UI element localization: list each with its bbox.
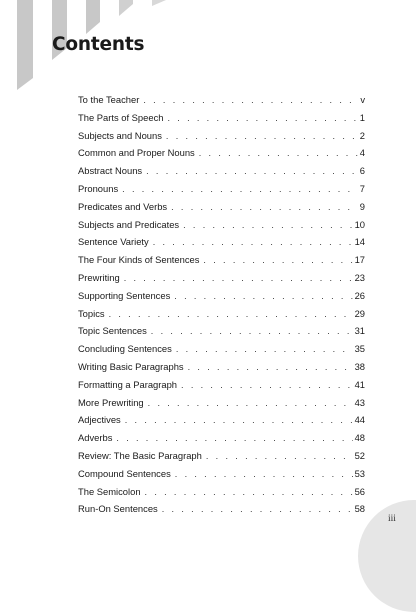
toc-dot-leader bbox=[181, 380, 353, 390]
toc-dot-leader bbox=[162, 504, 353, 514]
toc-entry bbox=[78, 201, 365, 219]
toc-dot-leader bbox=[122, 184, 358, 194]
toc-entry-page: 26 bbox=[354, 289, 365, 301]
toc-entry-title: The Parts of Speech bbox=[78, 111, 164, 123]
stripe-1 bbox=[17, 0, 33, 90]
toc-entry bbox=[78, 325, 365, 343]
toc-entry-page: 6 bbox=[359, 165, 365, 177]
toc-entry-page: 10 bbox=[354, 218, 365, 230]
toc-dot-leader bbox=[203, 255, 352, 265]
page-title: Contents bbox=[52, 34, 145, 55]
toc-entry-title: Supporting Sentences bbox=[78, 289, 171, 301]
toc-dot-leader bbox=[206, 451, 353, 461]
stripe-3 bbox=[86, 0, 100, 34]
toc-dot-leader bbox=[148, 398, 353, 408]
toc-entry-title: Prewriting bbox=[78, 271, 120, 283]
toc-entry bbox=[78, 414, 365, 432]
toc-entry-title: Common and Proper Nouns bbox=[78, 147, 195, 159]
toc-entry-page: 4 bbox=[359, 147, 365, 159]
toc-entry bbox=[78, 450, 365, 468]
toc-dot-leader bbox=[143, 95, 358, 105]
toc-entry-title: Subjects and Predicates bbox=[78, 218, 180, 230]
toc-entry bbox=[78, 486, 365, 504]
toc-entry-title: Predicates and Verbs bbox=[78, 200, 168, 212]
toc-dot-leader bbox=[153, 237, 353, 247]
toc-dot-leader bbox=[124, 273, 353, 283]
toc-entry-page: 1 bbox=[359, 111, 365, 123]
toc-entry bbox=[78, 343, 365, 361]
toc-entry-title: Abstract Nouns bbox=[78, 165, 143, 177]
toc-entry-page: 58 bbox=[354, 503, 365, 515]
toc-entry bbox=[78, 503, 365, 521]
toc-entry bbox=[78, 361, 365, 379]
toc-entry bbox=[78, 432, 365, 450]
toc-entry-page: 31 bbox=[354, 325, 365, 337]
toc-entry-title: Topics bbox=[78, 307, 105, 319]
toc-entry-title: Formatting a Paragraph bbox=[78, 378, 178, 390]
toc-entry bbox=[78, 147, 365, 165]
stripe-5 bbox=[152, 0, 166, 6]
toc-entry bbox=[78, 254, 365, 272]
toc-entry-page: 56 bbox=[354, 485, 365, 497]
toc-entry-page: 9 bbox=[359, 200, 365, 212]
toc-dot-leader bbox=[151, 326, 353, 336]
toc-entry-page: 35 bbox=[354, 343, 365, 355]
toc-entry-page: 2 bbox=[359, 129, 365, 141]
toc-dot-leader bbox=[175, 469, 353, 479]
toc-entry-title: Writing Basic Paragraphs bbox=[78, 360, 184, 372]
toc-entry bbox=[78, 308, 365, 326]
toc-entry-page: 41 bbox=[354, 378, 365, 390]
toc-entry-title: Sentence Variety bbox=[78, 236, 149, 248]
page-corner-decoration bbox=[358, 500, 416, 612]
stripe-4 bbox=[119, 0, 133, 16]
toc-entry-page: 17 bbox=[354, 254, 365, 266]
toc-entry-title: More Prewriting bbox=[78, 396, 144, 408]
toc-entry-page: 48 bbox=[354, 432, 365, 444]
toc-entry-title: Compound Sentences bbox=[78, 467, 171, 479]
toc-dot-leader bbox=[109, 309, 353, 319]
toc-entry-title: Review: The Basic Paragraph bbox=[78, 449, 202, 461]
toc-entry-title: The Four Kinds of Sentences bbox=[78, 254, 200, 266]
toc-entry-page: 7 bbox=[359, 182, 365, 194]
toc-entry bbox=[78, 94, 365, 112]
toc-dot-leader bbox=[146, 166, 358, 176]
toc-entry-page: 38 bbox=[354, 360, 365, 372]
toc-entry-title: The Semicolon bbox=[78, 485, 141, 497]
toc-dot-leader bbox=[188, 362, 353, 372]
toc-entry bbox=[78, 290, 365, 308]
toc-entry bbox=[78, 165, 365, 183]
toc-entry-title: Run-On Sentences bbox=[78, 503, 158, 515]
toc-entry-title: Pronouns bbox=[78, 182, 119, 194]
toc-dot-leader bbox=[116, 433, 352, 443]
toc-entry bbox=[78, 272, 365, 290]
toc-entry bbox=[78, 379, 365, 397]
toc-entry bbox=[78, 183, 365, 201]
toc-dot-leader bbox=[166, 131, 358, 141]
toc-entry bbox=[78, 468, 365, 486]
toc-entry bbox=[78, 236, 365, 254]
toc-entry-page: 52 bbox=[354, 449, 365, 461]
toc-dot-leader bbox=[125, 415, 353, 425]
toc-dot-leader bbox=[174, 291, 352, 301]
toc-entry bbox=[78, 112, 365, 130]
toc-entry-page: 53 bbox=[354, 467, 365, 479]
toc-entry-page: 43 bbox=[354, 396, 365, 408]
toc-dot-leader bbox=[176, 344, 353, 354]
toc-entry-title: To the Teacher bbox=[78, 94, 140, 105]
toc-entry-page: 14 bbox=[354, 236, 365, 248]
toc-entry bbox=[78, 130, 365, 148]
toc-entry-title: Adjectives bbox=[78, 414, 121, 426]
toc-entry-title: Concluding Sentences bbox=[78, 343, 172, 355]
toc-dot-leader bbox=[167, 113, 357, 123]
toc-entry bbox=[78, 397, 365, 415]
toc-dot-leader bbox=[199, 148, 358, 158]
toc-dot-leader bbox=[145, 487, 353, 497]
toc-entry bbox=[78, 219, 365, 237]
toc-dot-leader bbox=[183, 220, 352, 230]
page-number: iii bbox=[388, 514, 396, 524]
toc-entry-title: Adverbs bbox=[78, 432, 113, 444]
toc-entry-title: Subjects and Nouns bbox=[78, 129, 162, 141]
toc-dot-leader bbox=[171, 202, 358, 212]
toc-entry-page: v bbox=[360, 94, 365, 105]
toc-entry-page: 23 bbox=[354, 271, 365, 283]
toc-entry-page: 44 bbox=[354, 414, 365, 426]
toc-entry-title: Topic Sentences bbox=[78, 325, 147, 337]
table-of-contents bbox=[78, 94, 365, 521]
toc-entry-page: 29 bbox=[354, 307, 365, 319]
